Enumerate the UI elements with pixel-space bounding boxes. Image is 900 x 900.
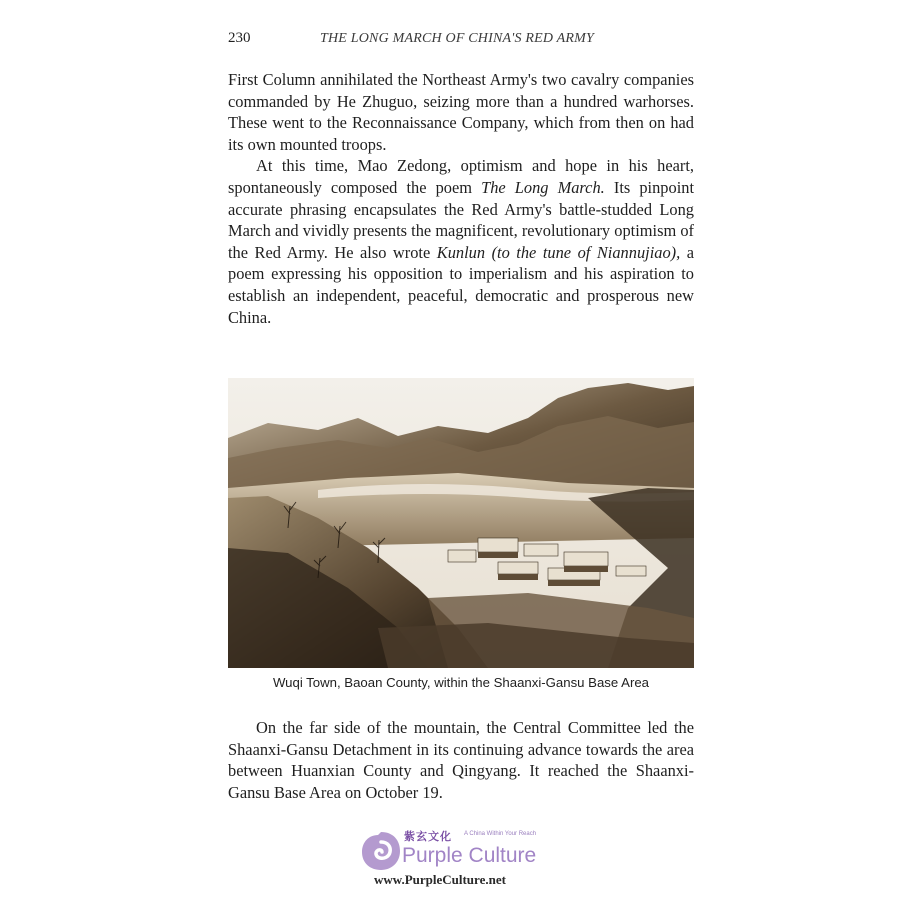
poem-title-kunlun: Kunlun (to the tune of Niannujiao), [436, 242, 681, 262]
watermark-tagline: A China Within Your Reach [464, 831, 537, 837]
paragraph-2-part-1: At this time, Mao Zedong, optimism and hope in his heart, spontaneously composed the poem [228, 156, 694, 197]
page-header [228, 30, 698, 54]
photo-landscape-illustration [228, 378, 694, 668]
paragraph-2-part-3: a poem expressing his opposition to imperialism and his aspiration to establish an independent, peaceful, democratic and prosperous new China. [228, 242, 695, 327]
poem-title-long-march: The Long March. [481, 177, 605, 197]
paragraph-1: First Column annihilated the Northeast Army's two cavalry companies commanded by He Zhuguo, seizing more than a hundred warhorses. These went to the Reconnaissance Company, which from then on had its own mounted troops. [228, 70, 694, 154]
paragraph-2-part-2: Its pinpoint accurate phrasing encapsulates the Red Army's battle-studded Long March and vividly presents the magnificent, revolutionary optimism of the Red Army. He also wrote [228, 177, 694, 262]
page-number: 230 [228, 30, 251, 46]
paragraph-3: On the far side of the mountain, the Central Committee led the Shaanxi-Gansu Detachment in its continuing advance towards the area between Huanxian County and Qingyang. It reached the Shaanxi-Gansu Base Area on October 19. [228, 718, 694, 802]
watermark-chinese: 紫玄文化 [404, 830, 452, 843]
photo-caption: Wuqi Town, Baoan County, within the Shaanxi-Gansu Base Area [272, 675, 650, 690]
historical-photo [228, 378, 694, 668]
paragraph-2 [228, 155, 694, 328]
watermark [360, 828, 560, 890]
swirl-logo-icon [360, 830, 402, 872]
watermark-url: www.PurpleCulture.net [374, 872, 506, 887]
running-title: THE LONG MARCH OF CHINA'S RED ARMY [320, 31, 594, 46]
watermark-brand: Purple Culture [402, 844, 537, 867]
top-text-block [228, 69, 694, 328]
